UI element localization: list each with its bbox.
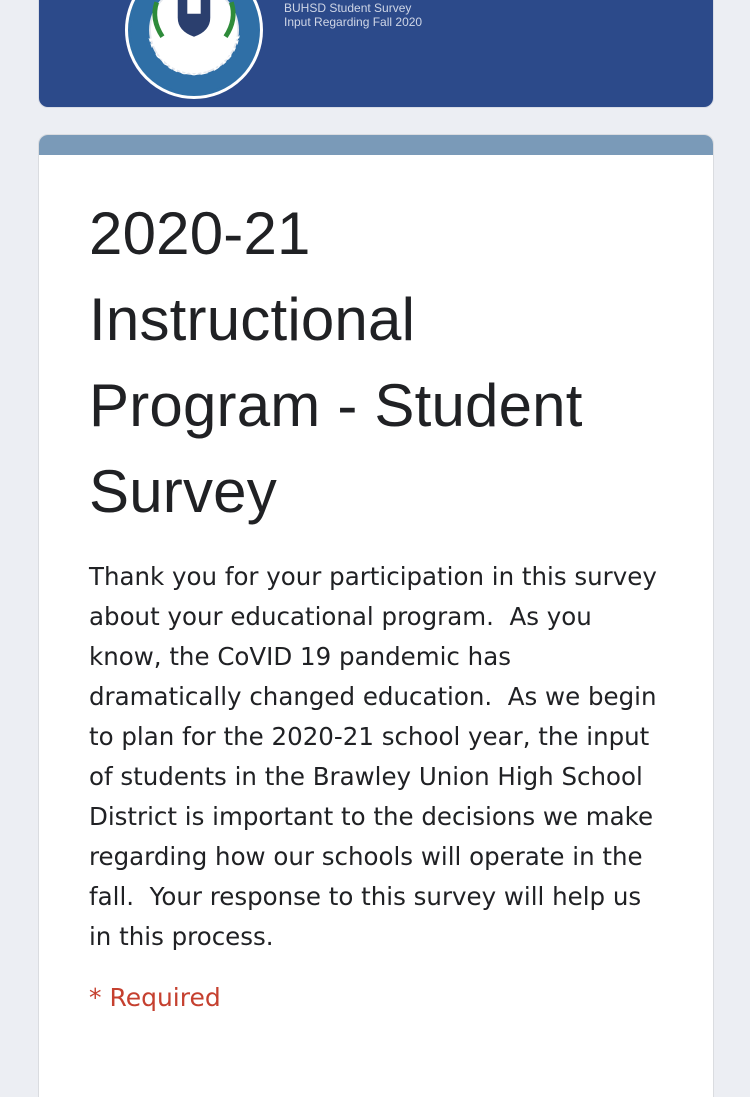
header-banner	[38, 0, 714, 108]
district-seal-logo	[125, 0, 263, 99]
form-title: 2020-21 Instructional Program - Student Survey	[89, 200, 583, 525]
survey-name: BUHSD Student Survey	[284, 1, 412, 15]
card-accent-bar	[39, 135, 713, 155]
form-header-card	[38, 134, 714, 1097]
form-description: Thank you for your participation in this survey about your educational program. As you know, the CoVID 19 pandemic has dramatically changed education. As we begin to plan for the 2020-21 school year, the input of students in the Brawley Union High School District is important to the decisions we make regarding how our schools will operate in the fall. Your response to this survey will help us in this process.	[89, 562, 665, 951]
survey-subtitle: Input Regarding Fall 2020	[284, 15, 423, 29]
banner-caption	[284, 1, 422, 29]
seal-text: H SCHOOL DISTR	[145, 32, 243, 79]
card-body	[39, 155, 713, 1012]
required-note: * Required	[89, 983, 221, 1012]
